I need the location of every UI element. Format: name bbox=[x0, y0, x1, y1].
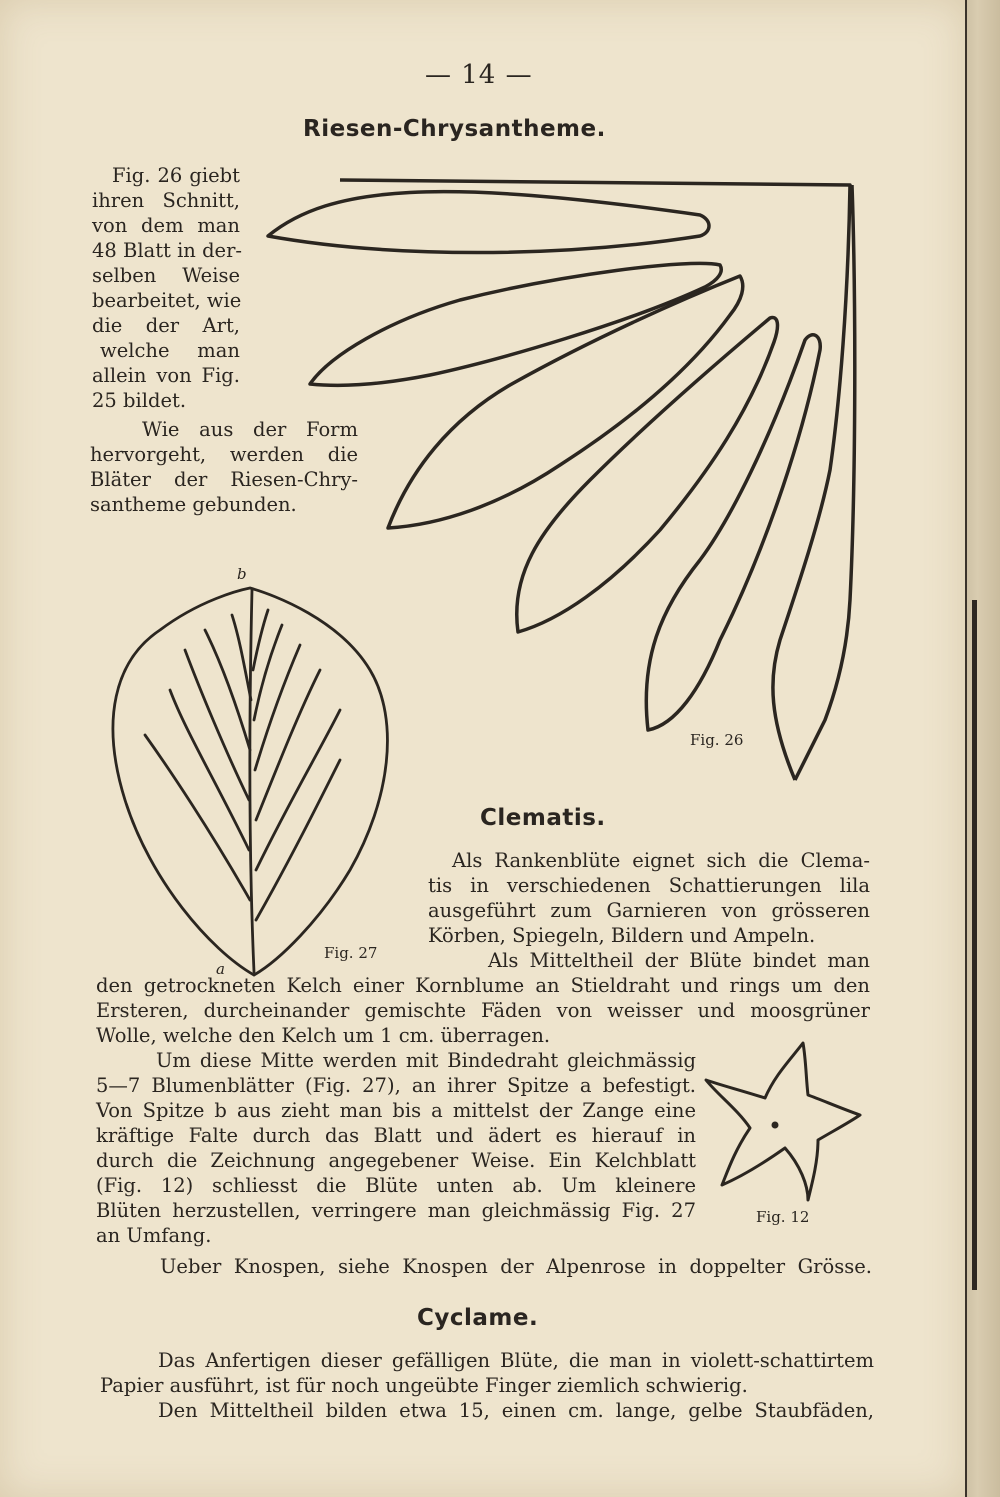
riesen-line: von dem man bbox=[92, 214, 240, 237]
clematis-line: durch die Zeichnung angegebener Weise. Ein Kelchblatt bbox=[96, 1149, 696, 1172]
fig27-point-b: b bbox=[237, 565, 247, 583]
clematis-last-line: Ueber Knospen, siehe Knospen der Alpenrose in doppelter Grösse. bbox=[160, 1255, 872, 1278]
cyclame-line: Papier ausführt, ist für noch ungeübte Finger ziemlich schwierig. bbox=[100, 1374, 748, 1397]
riesen-line: Wie aus der Form bbox=[142, 418, 358, 441]
clematis-line: Ersteren, durcheinander gemischte Fäden von weisser und moosgrüner bbox=[96, 999, 870, 1022]
riesen-line: welche man bbox=[100, 339, 240, 362]
riesen-line: santheme gebunden. bbox=[90, 493, 297, 516]
heading-clematis: Clematis. bbox=[480, 805, 606, 831]
clematis-line: den getrockneten Kelch einer Kornblume an Stieldraht und rings um den bbox=[96, 974, 870, 997]
fig26-label: Fig. 26 bbox=[690, 731, 744, 749]
riesen-line: selben Weise bbox=[92, 264, 240, 287]
riesen-line: die der Art, bbox=[92, 314, 240, 337]
cyclame-line: Das Anfertigen dieser gefälligen Blüte, die man in violett-schattirtem bbox=[158, 1349, 874, 1372]
fig12-label: Fig. 12 bbox=[756, 1208, 810, 1226]
clematis-line: Körben, Spiegeln, Bildern und Ampeln. bbox=[428, 924, 816, 947]
clematis-line: kräftige Falte durch das Blatt und ädert es hierauf in bbox=[96, 1124, 696, 1147]
riesen-line: bearbeitet, wie bbox=[92, 289, 242, 312]
riesen-line: ihren Schnitt, bbox=[92, 189, 240, 212]
fig27-label: Fig. 27 bbox=[324, 944, 378, 962]
clematis-line: ausgeführt zum Garnieren von grösseren bbox=[428, 899, 870, 922]
riesen-line: Fig. 26 giebt bbox=[112, 164, 240, 187]
clematis-line: Blüten herzustellen, verringere man gleichmässig Fig. 27 bbox=[96, 1199, 696, 1222]
clematis-line: an Umfang. bbox=[96, 1224, 212, 1247]
cyclame-line: Den Mitteltheil bilden etwa 15, einen cm. lange, gelbe Staubfäden, bbox=[158, 1399, 874, 1422]
clematis-line: Als Mitteltheil der Blüte bindet man bbox=[488, 949, 870, 972]
clematis-line: Wolle, welche den Kelch um 1 cm. überragen. bbox=[96, 1024, 551, 1047]
spine-shadow bbox=[972, 600, 977, 1290]
clematis-line: Von Spitze b aus zieht man bis a mittelst der Zange eine bbox=[96, 1099, 696, 1122]
clematis-line: 5—7 Blumenblätter (Fig. 27), an ihrer Spitze a befestigt. bbox=[96, 1074, 696, 1097]
fig27-point-a: a bbox=[216, 960, 225, 978]
fig12-center-dot bbox=[772, 1122, 779, 1129]
heading-riesen-chrysantheme: Riesen-Chrysantheme. bbox=[303, 116, 606, 142]
riesen-line: Bläter der Riesen-Chry- bbox=[90, 468, 358, 491]
riesen-line: hervorgeht, werden die bbox=[90, 443, 358, 466]
page-number: — 14 — bbox=[425, 60, 533, 90]
clematis-line: Als Rankenblüte eignet sich die Clema- bbox=[452, 849, 870, 872]
riesen-line: 48 Blatt in der- bbox=[92, 239, 243, 262]
clematis-line: Um diese Mitte werden mit Bindedraht gleichmässig bbox=[156, 1049, 696, 1072]
cyclame-paragraph bbox=[100, 1348, 874, 1423]
book-spine bbox=[965, 0, 1000, 1497]
heading-cyclame: Cyclame. bbox=[417, 1305, 539, 1331]
clematis-line: tis in verschiedenen Schattierungen lila bbox=[428, 874, 870, 897]
clematis-line: (Fig. 12) schliesst die Blüte unten ab. Um kleinere bbox=[96, 1174, 696, 1197]
fig12-star-outline bbox=[706, 1043, 860, 1200]
riesen-line: 25 bildet. bbox=[92, 389, 187, 412]
riesen-line: allein von Fig. bbox=[92, 364, 240, 387]
